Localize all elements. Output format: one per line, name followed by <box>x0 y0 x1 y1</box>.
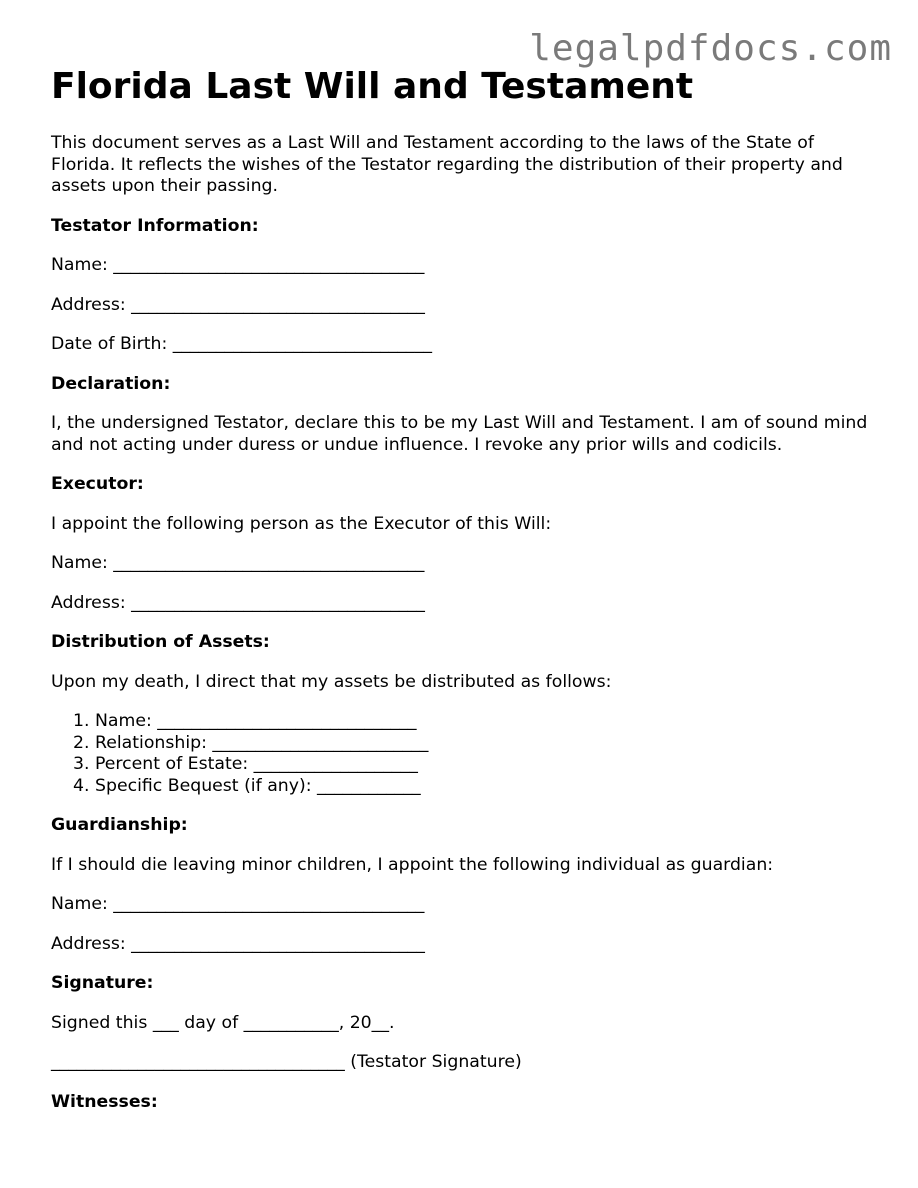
guardian-name-field[interactable]: Name: ____________________________________ <box>51 894 425 914</box>
bequest-specific-field[interactable]: 4. Specific Bequest (if any): ____________ <box>95 776 881 798</box>
testator-signature-line[interactable]: __________________________________ (Testator Signature) <box>51 1052 522 1072</box>
signature-heading: Signature: <box>51 973 154 993</box>
bequest-list <box>51 711 881 797</box>
guardian-address-field[interactable]: Address: __________________________________ <box>51 933 425 954</box>
executor-heading: Executor: <box>51 474 144 494</box>
document-body <box>51 64 881 1113</box>
executor-text: I appoint the following person as the Executor of this Will: <box>51 513 552 534</box>
testator-dob-field[interactable]: Date of Birth: ______________________________ <box>51 334 432 354</box>
signed-date-line[interactable]: Signed this ___ day of ___________, 20__. <box>51 1012 395 1033</box>
executor-name-field[interactable]: Name: ____________________________________ <box>51 553 425 573</box>
executor-address-field[interactable]: Address: __________________________________ <box>51 592 425 613</box>
declaration-heading: Declaration: <box>51 373 171 394</box>
testator-name-field[interactable]: Name: ____________________________________ <box>51 255 425 275</box>
watermark: legalpdfdocs.com <box>529 28 892 69</box>
bequest-name-field[interactable]: 1. Name: ______________________________ <box>95 711 881 733</box>
intro-paragraph: This document serves as a Last Will and Testament according to the laws of the State of Florida. It reflects the wishes of the Testator regarding the distribution of their property and assets upon their passing. <box>51 133 843 196</box>
witnesses-heading: Witnesses: <box>51 1091 158 1112</box>
bequest-percent-field[interactable]: 3. Percent of Estate: ___________________ <box>95 754 881 776</box>
guardianship-text: If I should die leaving minor children, I appoint the following individual as guardian: <box>51 854 774 875</box>
document-title: Florida Last Will and Testament <box>51 66 694 107</box>
bequest-relationship-field[interactable]: 2. Relationship: _________________________ <box>95 733 881 755</box>
testator-heading: Testator Information: <box>51 215 259 236</box>
testator-address-field[interactable]: Address: __________________________________ <box>51 294 425 315</box>
guardianship-heading: Guardianship: <box>51 815 188 835</box>
declaration-text: I, the undersigned Testator, declare this to be my Last Will and Testament. I am of sound mind and not acting under duress or undue influence. I revoke any prior wills and codicils. <box>51 413 868 455</box>
distribution-heading: Distribution of Assets: <box>51 632 270 652</box>
distribution-text: Upon my death, I direct that my assets be distributed as follows: <box>51 671 612 692</box>
